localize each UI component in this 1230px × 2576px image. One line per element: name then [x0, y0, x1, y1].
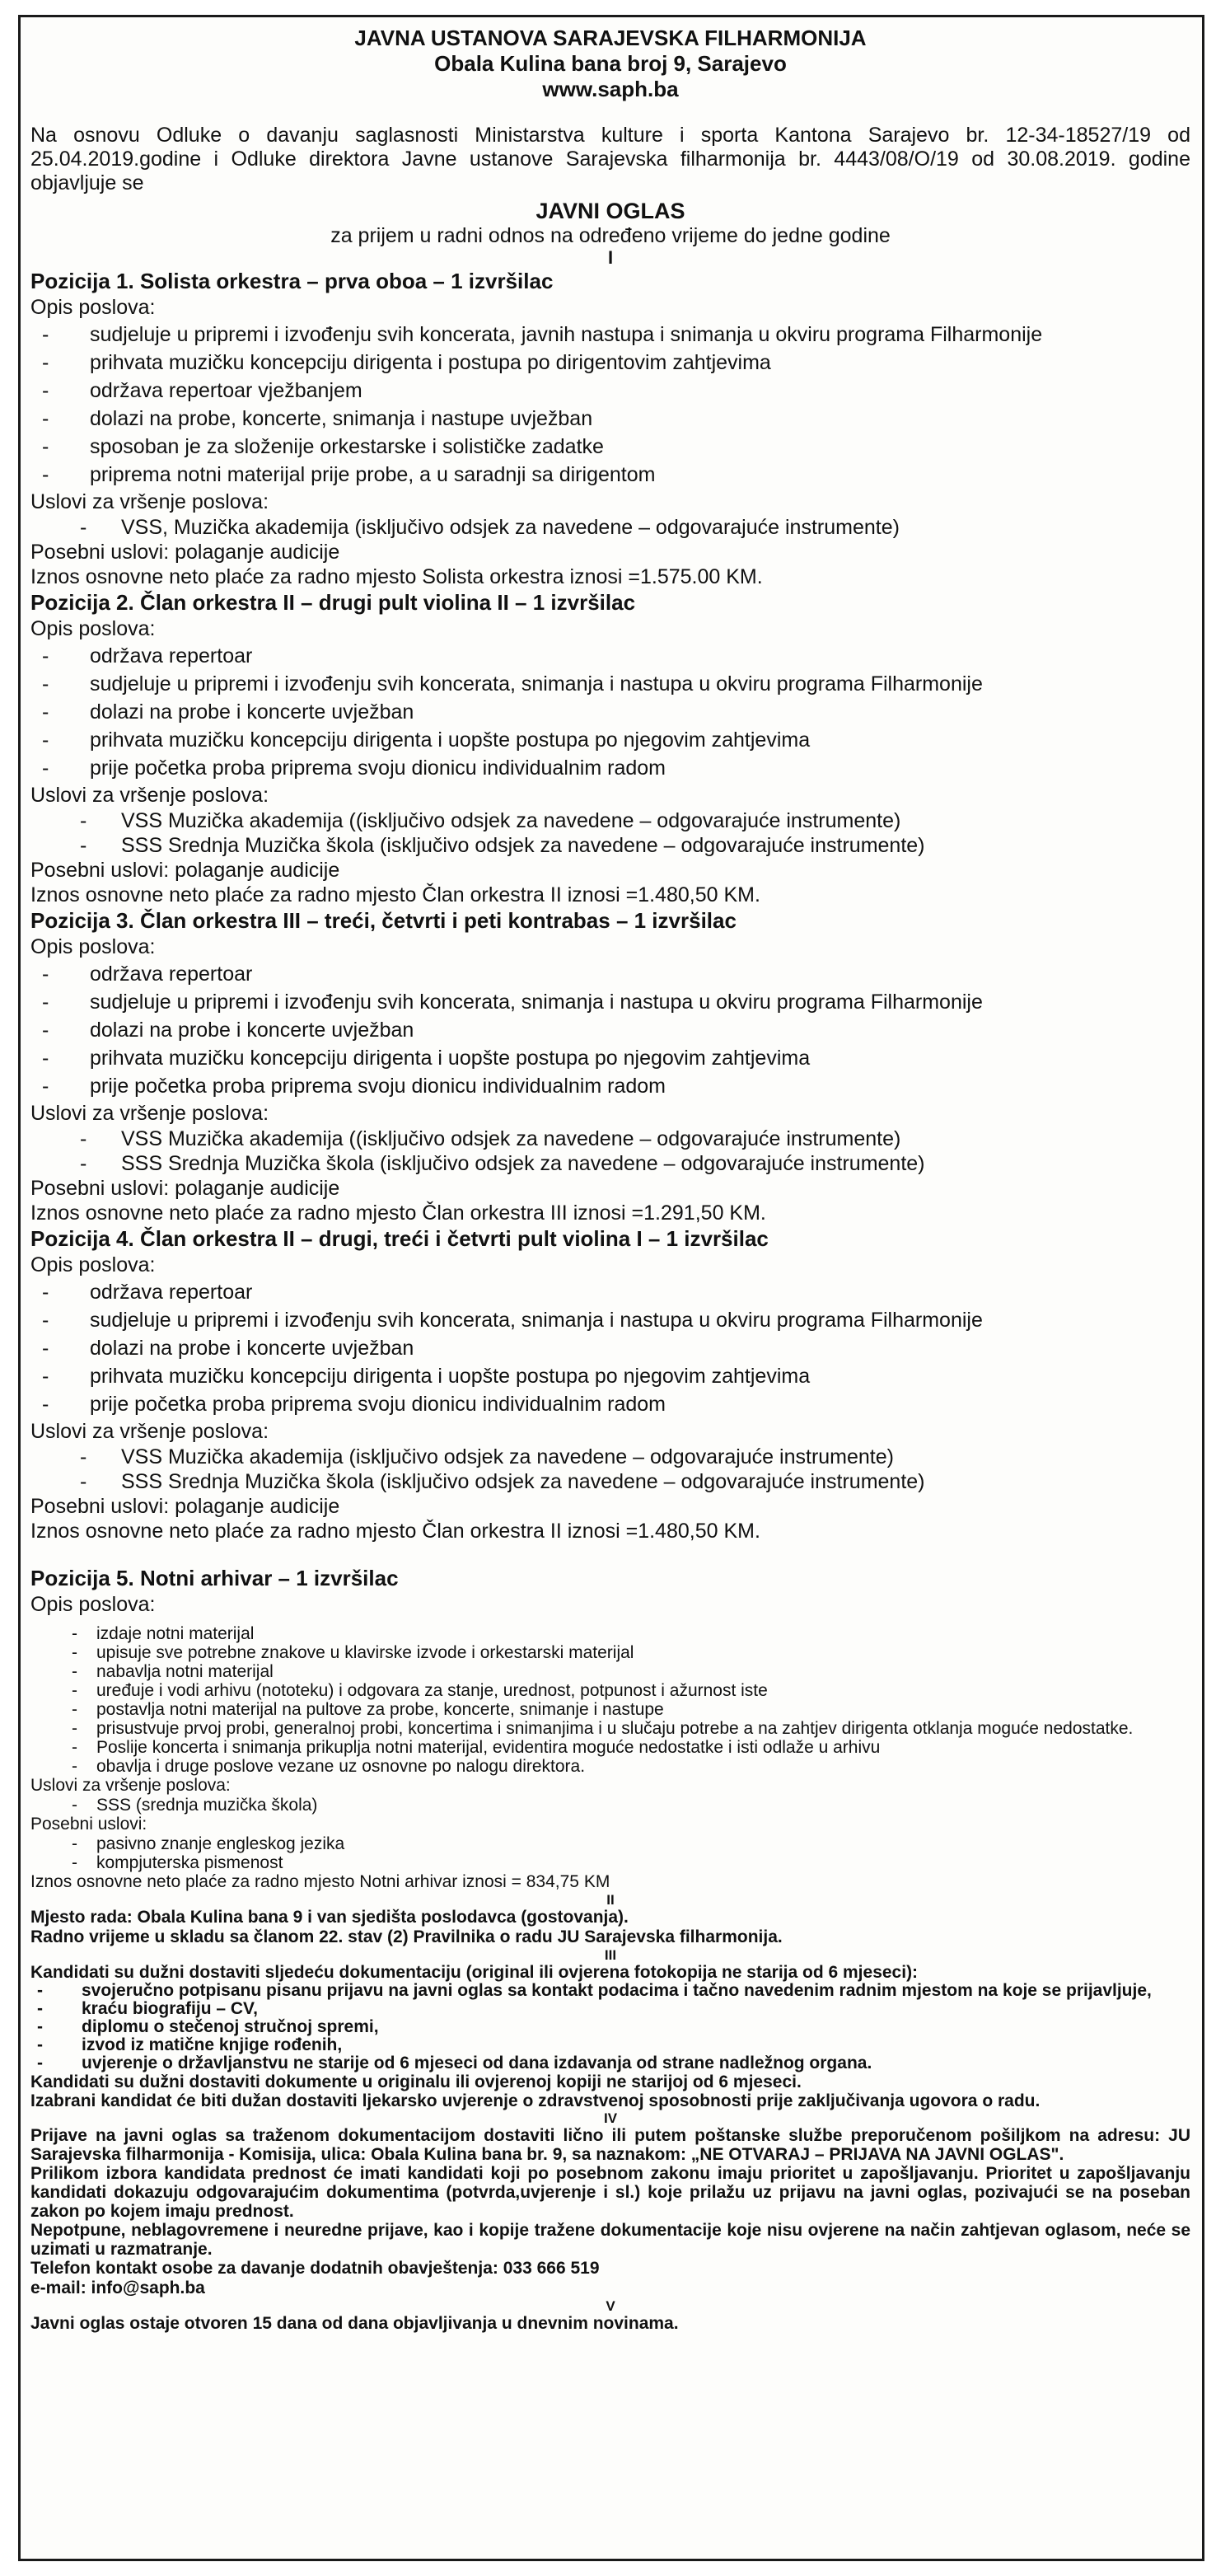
oglas-title: JAVNI OGLAS [535, 199, 685, 223]
duty-item: - sudjeluje u pripremi i izvođenju svih koncerata, snimanja i nastupa u okviru programa Filharmonije [30, 670, 1190, 698]
work-time: Radno vrijeme u skladu sa članom 22. stav (2) Pravilnika o radu JU Sarajevska filharmonija. [30, 1927, 783, 1946]
position-1 [30, 268, 1190, 589]
position-title: Pozicija 1. Solista orkestra – prva oboa – 1 izvršilac [30, 269, 554, 293]
requirements-label: Uslovi za vršenje poslova: [30, 1102, 269, 1125]
position-5 [30, 1565, 1190, 1892]
requirement-item: - SSS Srednja Muzička škola (isključivo odsjek za navedene – odgovarajuće instrumente) [30, 1469, 1190, 1494]
incomplete-paragraph: Nepotpune, neblagovremene i neuredne prijave, kao i kopije tražene dokumentacije koje nisu ovjerene na način zahtjevan oglasom, neće se uzimati u razmatranje. [30, 2221, 1190, 2259]
requirement-item: - SSS (srednja muzička škola) [30, 1796, 1190, 1815]
duty-item: - dolazi na probe i koncerte uvježban [30, 698, 1190, 726]
requirements-list [30, 1445, 1190, 1494]
duty-item: - dolazi na probe, koncerte, snimanja i nastupe uvježban [30, 405, 1190, 433]
duty-item: - održava repertoar [30, 642, 1190, 670]
section-numeral-2: II [606, 1892, 615, 1908]
duty-item: - održava repertoar [30, 1278, 1190, 1306]
duty-item: - prihvata muzičku koncepciju dirigenta i uopšte postupa po njegovim zahtjevima [30, 726, 1190, 754]
special-conditions-list [30, 1834, 1190, 1872]
salary-line: Iznos osnovne neto plaće za radno mjesto Član orkestra III iznosi =1.291,50 KM. [30, 1201, 766, 1225]
duty-item: - nabavlja notni materijal [30, 1662, 1190, 1681]
duty-item: - prije početka proba priprema svoju dionicu individualnim radom [30, 754, 1190, 782]
intro-paragraph: Na osnovu Odluke o davanju saglasnosti Ministarstva kulture i sporta Kantona Sarajevo br. 12-34-18527/19 od 25.04.2019.godine i Odluke direktora Javne ustanove Sarajevska filharmonija br. 4443/08/O/19 od 30.08.2019. godine objavljuje se [30, 124, 1190, 194]
medical-note: Izabrani kandidat će biti dužan dostaviti ljekarsko uvjerenje o zdravstvenoj sposobnosti prije zaključivanja ugovora o radu. [30, 2091, 1041, 2110]
section-4 [30, 2110, 1190, 2298]
duty-item: - dolazi na probe i koncerte uvježban [30, 1334, 1190, 1362]
duty-item: - dolazi na probe i koncerte uvježban [30, 1016, 1190, 1044]
special-conditions: Posebni uslovi: polaganje audicije [30, 1177, 340, 1200]
duties-list [30, 960, 1190, 1100]
duty-item: - sudjeluje u pripremi i izvođenju svih koncerata, snimanja i nastupa u okviru programa Filharmonije [30, 1306, 1190, 1334]
duties-label: Opis poslova: [30, 617, 156, 640]
salary-line: Iznos osnovne neto plaće za radno mjesto Član orkestra II iznosi =1.480,50 KM. [30, 1520, 760, 1543]
deadline-text: Javni oglas ostaje otvoren 15 dana od dana objavljivanja u dnevnim novinama. [30, 2314, 679, 2333]
document-item: - diplomu o stečenoj stručnoj spremi, [30, 2018, 1190, 2036]
newspaper-notice [18, 15, 1204, 2561]
duty-item: - priprema notni materijal prije probe, a u saradnji sa dirigentom [30, 461, 1190, 489]
requirement-item: - VSS Muzička akademija ((isključivo odsjek za navedene – odgovarajuće instrumente) [30, 1126, 1190, 1151]
duty-item: - prije početka proba priprema svoju dionicu individualnim radom [30, 1390, 1190, 1418]
duty-item: - uređuje i vodi arhivu (nototeku) i odgovara za stanje, urednost, potpunost i ažurnost iste [30, 1681, 1190, 1700]
duty-item: - prije početka proba priprema svoju dionicu individualnim radom [30, 1072, 1190, 1100]
work-place: Mjesto rada: Obala Kulina bana 9 i van sjedišta poslodavca (gostovanja). [30, 1908, 629, 1927]
special-conditions: Posebni uslovi: polaganje audicije [30, 859, 340, 882]
requirements-label: Uslovi za vršenje poslova: [30, 784, 269, 807]
contact-phone: Telefon kontakt osobe za davanje dodatnih obavještenja: 033 666 519 [30, 2259, 600, 2278]
duty-item: - obavlja i druge poslove vezane uz osnovne po nalogu direktora. [30, 1757, 1190, 1776]
duty-item: - prisustvuje prvoj probi, generalnoj probi, koncertima i snimanjima i u slučaju potrebe a na zahtjev dirigenta otklanja moguće nedostatke. [30, 1719, 1190, 1738]
document-item: - kraću biografiju – CV, [30, 2000, 1190, 2018]
special-conditions: Posebni uslovi: polaganje audicije [30, 541, 340, 564]
section-2 [30, 1892, 1190, 1947]
position-4 [30, 1225, 1190, 1543]
requirement-item: - SSS Srednja Muzička škola (isključivo odsjek za navedene – odgovarajuće instrumente) [30, 833, 1190, 858]
duty-item: - postavlja notni materijal na pultove za probe, koncerte, snimanje i nastupe [30, 1700, 1190, 1719]
section-5 [30, 2298, 1190, 2334]
position-title: Pozicija 5. Notni arhivar – 1 izvršilac [30, 1566, 399, 1590]
org-address: Obala Kulina bana broj 9, Sarajevo [434, 51, 787, 76]
section-numeral-1: I [607, 247, 614, 268]
position-title: Pozicija 3. Član orkestra III – treći, četvrti i peti kontrabas – 1 izvršilac [30, 908, 737, 933]
special-item: - kompjuterska pismenost [30, 1853, 1190, 1872]
documents-intro: Kandidati su dužni dostaviti sljedeću dokumentaciju (original ili ovjerena fotokopija ne starija od 6 mjeseci): [30, 1963, 919, 1982]
section-numeral-3: III [604, 1947, 617, 1963]
priority-paragraph: Prilikom izbora kandidata prednost će imati kandidati koji po posebnom zakonu imaju prioritet u zapošljavanju. Prioritet u zapošljavanju kandidati dokazuju odgovarajućim dokumentima (potvrda,uvjerenje i sl.) koje prilažu uz prijavu na javni oglas, pozivajući se na poseban zakon po kojem imaju prednost. [30, 2164, 1190, 2221]
duty-item: - održava repertoar [30, 960, 1190, 988]
special-item: - pasivno znanje engleskog jezika [30, 1834, 1190, 1853]
duty-item: - upisuje sve potrebne znakove u klavirske izvode i orkestarski materijal [30, 1643, 1190, 1662]
duty-item: - izdaje notni materijal [30, 1624, 1190, 1643]
requirement-item: - VSS, Muzička akademija (isključivo odsjek za navedene – odgovarajuće instrumente) [30, 515, 1190, 540]
requirements-label: Uslovi za vršenje poslova: [30, 1776, 231, 1795]
duties-label: Opis poslova: [30, 1253, 156, 1276]
duties-label: Opis poslova: [30, 935, 156, 958]
requirement-item: - SSS Srednja Muzička škola (isključivo odsjek za navedene – odgovarajuće instrumente) [30, 1151, 1190, 1176]
special-conditions-label: Posebni uslovi: [30, 1815, 147, 1834]
duty-item: - prihvata muzičku koncepciju dirigenta i uopšte postupa po njegovim zahtjevima [30, 1362, 1190, 1390]
documents-note: Kandidati su dužni dostaviti dokumente u originalu ili ovjerenoj kopiji ne starijoj od 6 mjeseci. [30, 2073, 802, 2091]
requirements-list [30, 808, 1190, 858]
section-numeral-4: IV [603, 2110, 618, 2126]
contact-email: e-mail: info@saph.ba [30, 2279, 205, 2297]
position-2 [30, 589, 1190, 907]
notice-content [30, 26, 1190, 2334]
duty-item: - prihvata muzičku koncepciju dirigenta i postupa po dirigentovim zahtjevima [30, 349, 1190, 377]
requirement-item: - VSS Muzička akademija (isključivo odsjek za navedene – odgovarajuće instrumente) [30, 1445, 1190, 1469]
requirements-list [30, 515, 1190, 540]
org-website: www.saph.ba [542, 77, 679, 101]
position-title: Pozicija 4. Član orkestra II – drugi, treći i četvrti pult violina I – 1 izvršilac [30, 1226, 769, 1251]
document-item: - izvod iz matične knjige rođenih, [30, 2036, 1190, 2054]
duties-list [30, 321, 1190, 489]
submission-paragraph: Prijave na javni oglas sa traženom dokumentacijom dostaviti lično ili putem poštanske službe preporučenom pošiljkom na adresu: JU Sarajevska filharmonija - Komisija, ulica: Obala Kulina bana br. 9, sa naznakom: „NE OTVARAJ – PRIJAVA NA JAVNI OGLAS". [30, 2126, 1190, 2164]
oglas-subtitle: za prijem u radni odnos na određeno vrijeme do jedne godine [330, 224, 891, 247]
section-3 [30, 1947, 1190, 2110]
notice-header [30, 26, 1190, 102]
duty-item: - sudjeluje u pripremi i izvođenju svih koncerata, javnih nastupa i snimanja u okviru programa Filharmonije [30, 321, 1190, 349]
document-item: - uvjerenje o državljanstvu ne starije od 6 mjeseci od dana izdavanja od strane nadležnog organa. [30, 2054, 1190, 2073]
duties-list [30, 642, 1190, 782]
requirements-list [30, 1126, 1190, 1176]
position-3 [30, 907, 1190, 1225]
requirement-item: - VSS Muzička akademija ((isključivo odsjek za navedene – odgovarajuće instrumente) [30, 808, 1190, 833]
duties-list [30, 1624, 1190, 1776]
requirements-label: Uslovi za vršenje poslova: [30, 490, 269, 513]
duty-item: - sposoban je za složenije orkestarske i solističke zadatke [30, 433, 1190, 461]
salary-line: Iznos osnovne neto plaće za radno mjesto Solista orkestra iznosi =1.575.00 KM. [30, 565, 763, 588]
org-name: JAVNA USTANOVA SARAJEVSKA FILHARMONIJA [354, 26, 867, 50]
duty-item: - prihvata muzičku koncepciju dirigenta i uopšte postupa po njegovim zahtjevima [30, 1044, 1190, 1072]
special-conditions: Posebni uslovi: polaganje audicije [30, 1495, 340, 1518]
duties-label: Opis poslova: [30, 296, 156, 319]
duty-item: - održava repertoar vježbanjem [30, 377, 1190, 405]
section-numeral-5: V [606, 2298, 615, 2314]
duty-item: - Poslije koncerta i snimanja prikuplja notni materijal, evidentira moguće nedostatke i isti odlaže u arhivu [30, 1738, 1190, 1757]
requirements-label: Uslovi za vršenje poslova: [30, 1420, 269, 1443]
duties-list [30, 1278, 1190, 1418]
salary-line: Iznos osnovne neto plaće za radno mjesto Član orkestra II iznosi =1.480,50 KM. [30, 883, 760, 906]
duty-item: - sudjeluje u pripremi i izvođenju svih koncerata, snimanja i nastupa u okviru programa Filharmonije [30, 988, 1190, 1016]
documents-list [30, 1982, 1190, 2073]
requirements-list [30, 1796, 1190, 1815]
duties-label: Opis poslova: [30, 1593, 156, 1616]
position-title: Pozicija 2. Član orkestra II – drugi pult violina II – 1 izvršilac [30, 590, 636, 615]
document-item: - svojeručno potpisanu pisanu prijavu na javni oglas sa kontakt podacima i tačno navedenim radnim mjestom na koje se prijavljuje, [30, 1982, 1190, 2000]
salary-line: Iznos osnovne neto plaće za radno mjesto Notni arhivar iznosi = 834,75 KM [30, 1872, 610, 1891]
